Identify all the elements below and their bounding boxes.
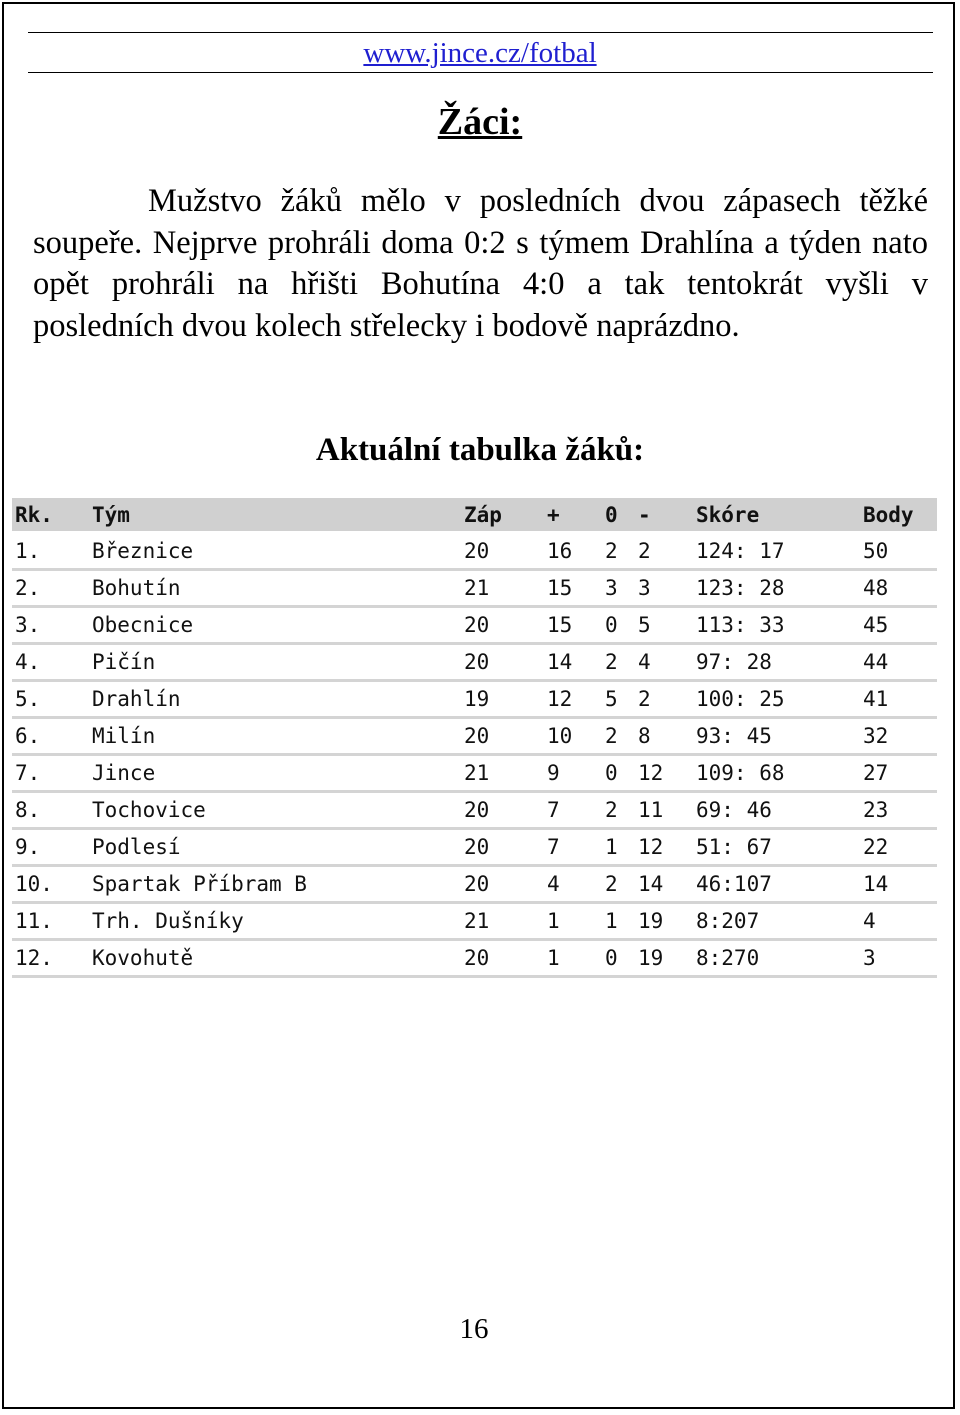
cell-team: Kovohutě — [89, 940, 461, 977]
column-header-losses: - — [635, 498, 693, 533]
cell-rank: 6. — [12, 718, 89, 755]
cell-score: 113: 33 — [693, 607, 860, 644]
cell-score: 51: 67 — [693, 829, 860, 866]
cell-score: 69: 46 — [693, 792, 860, 829]
cell-wins: 1 — [544, 940, 602, 977]
cell-played: 20 — [461, 866, 544, 903]
cell-points: 27 — [860, 755, 937, 792]
cell-wins: 12 — [544, 681, 602, 718]
cell-rank: 4. — [12, 644, 89, 681]
cell-wins: 4 — [544, 866, 602, 903]
cell-team: Jince — [89, 755, 461, 792]
cell-points: 4 — [860, 903, 937, 940]
cell-rank: 1. — [12, 533, 89, 570]
cell-team: Spartak Příbram B — [89, 866, 461, 903]
cell-points: 14 — [860, 866, 937, 903]
cell-team: Obecnice — [89, 607, 461, 644]
cell-points: 48 — [860, 570, 937, 607]
cell-points: 3 — [860, 940, 937, 977]
table-row — [12, 533, 937, 570]
cell-played: 21 — [461, 570, 544, 607]
cell-played: 21 — [461, 755, 544, 792]
cell-score: 124: 17 — [693, 533, 860, 570]
cell-losses: 8 — [635, 718, 693, 755]
header-site-link[interactable]: www.jince.cz/fotbal — [363, 37, 597, 69]
cell-draws: 2 — [602, 718, 635, 755]
cell-losses: 2 — [635, 681, 693, 718]
cell-losses: 19 — [635, 940, 693, 977]
cell-draws: 0 — [602, 607, 635, 644]
cell-team: Březnice — [89, 533, 461, 570]
column-header-wins: + — [544, 498, 602, 533]
cell-losses: 11 — [635, 792, 693, 829]
cell-wins: 7 — [544, 792, 602, 829]
cell-team: Pičín — [89, 644, 461, 681]
table-row — [12, 607, 937, 644]
header-rule-bottom — [28, 72, 933, 73]
cell-played: 20 — [461, 940, 544, 977]
cell-team: Milín — [89, 718, 461, 755]
table-row — [12, 792, 937, 829]
cell-wins: 7 — [544, 829, 602, 866]
report-paragraph: Mužstvo žáků mělo v posledních dvou zápasech těžké soupeře. Nejprve prohráli doma 0:2 s týmem Drahlína a týden nato opět prohráli na hřišti Bohutína 4:0 a tak tentokrát vyšli v posledních dvou kolech střelecky i bodově naprázdno. — [33, 183, 928, 344]
cell-draws: 2 — [602, 792, 635, 829]
cell-wins: 1 — [544, 903, 602, 940]
table-row — [12, 718, 937, 755]
cell-draws: 1 — [602, 903, 635, 940]
cell-played: 19 — [461, 681, 544, 718]
cell-rank: 9. — [12, 829, 89, 866]
cell-score: 97: 28 — [693, 644, 860, 681]
cell-losses: 3 — [635, 570, 693, 607]
table-row — [12, 903, 937, 940]
cell-team: Trh. Dušníky — [89, 903, 461, 940]
cell-points: 22 — [860, 829, 937, 866]
header-rule-top — [28, 32, 933, 33]
cell-score: 8:207 — [693, 903, 860, 940]
cell-draws: 2 — [602, 533, 635, 570]
cell-rank: 5. — [12, 681, 89, 718]
table-heading: Aktuální tabulka žáků: — [315, 432, 645, 468]
cell-score: 8:270 — [693, 940, 860, 977]
cell-losses: 14 — [635, 866, 693, 903]
cell-points: 50 — [860, 533, 937, 570]
table-row — [12, 681, 937, 718]
cell-rank: 12. — [12, 940, 89, 977]
cell-rank: 2. — [12, 570, 89, 607]
column-header-team: Tým — [89, 498, 461, 533]
cell-played: 21 — [461, 903, 544, 940]
column-header-points: Body — [860, 498, 937, 533]
cell-played: 20 — [461, 533, 544, 570]
cell-draws: 0 — [602, 940, 635, 977]
cell-draws: 2 — [602, 644, 635, 681]
cell-rank: 11. — [12, 903, 89, 940]
column-header-score: Skóre — [693, 498, 860, 533]
cell-team: Tochovice — [89, 792, 461, 829]
cell-team: Podlesí — [89, 829, 461, 866]
cell-rank: 10. — [12, 866, 89, 903]
table-row — [12, 755, 937, 792]
cell-draws: 0 — [602, 755, 635, 792]
cell-points: 41 — [860, 681, 937, 718]
cell-points: 32 — [860, 718, 937, 755]
cell-points: 45 — [860, 607, 937, 644]
cell-wins: 14 — [544, 644, 602, 681]
table-row — [12, 829, 937, 866]
cell-wins: 9 — [544, 755, 602, 792]
page-number: 16 — [459, 1313, 489, 1345]
cell-score: 100: 25 — [693, 681, 860, 718]
table-row — [12, 940, 937, 977]
cell-rank: 7. — [12, 755, 89, 792]
cell-draws: 1 — [602, 829, 635, 866]
cell-team: Drahlín — [89, 681, 461, 718]
cell-score: 46:107 — [693, 866, 860, 903]
table-body — [12, 533, 937, 977]
table-header-row — [12, 498, 937, 533]
section-title: Žáci: — [437, 101, 523, 143]
cell-rank: 3. — [12, 607, 89, 644]
cell-draws: 3 — [602, 570, 635, 607]
cell-score: 109: 68 — [693, 755, 860, 792]
cell-draws: 5 — [602, 681, 635, 718]
table-row — [12, 644, 937, 681]
cell-played: 20 — [461, 718, 544, 755]
cell-points: 23 — [860, 792, 937, 829]
cell-team: Bohutín — [89, 570, 461, 607]
column-header-played: Záp — [461, 498, 544, 533]
cell-wins: 15 — [544, 607, 602, 644]
cell-played: 20 — [461, 607, 544, 644]
cell-played: 20 — [461, 792, 544, 829]
cell-losses: 4 — [635, 644, 693, 681]
cell-points: 44 — [860, 644, 937, 681]
standings-table — [12, 498, 937, 978]
cell-losses: 12 — [635, 755, 693, 792]
cell-losses: 12 — [635, 829, 693, 866]
column-header-rank: Rk. — [12, 498, 89, 533]
cell-score: 123: 28 — [693, 570, 860, 607]
column-header-draws: 0 — [602, 498, 635, 533]
cell-losses: 5 — [635, 607, 693, 644]
cell-losses: 2 — [635, 533, 693, 570]
table-row — [12, 570, 937, 607]
cell-wins: 10 — [544, 718, 602, 755]
cell-wins: 15 — [544, 570, 602, 607]
cell-wins: 16 — [544, 533, 602, 570]
cell-draws: 2 — [602, 866, 635, 903]
cell-losses: 19 — [635, 903, 693, 940]
cell-played: 20 — [461, 644, 544, 681]
cell-rank: 8. — [12, 792, 89, 829]
cell-played: 20 — [461, 829, 544, 866]
table-row — [12, 866, 937, 903]
cell-score: 93: 45 — [693, 718, 860, 755]
